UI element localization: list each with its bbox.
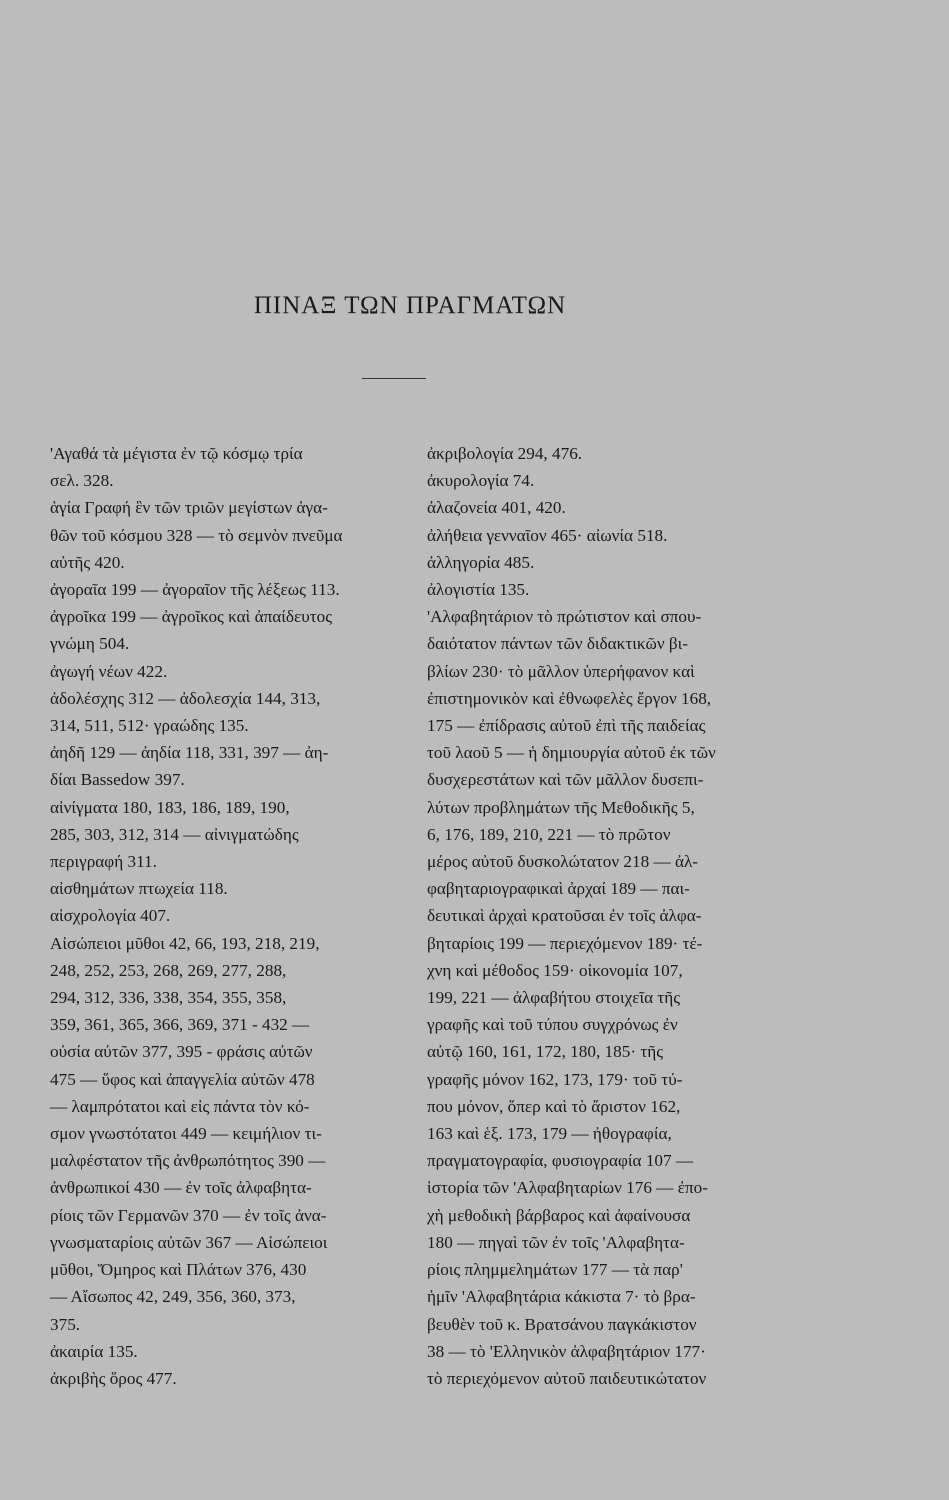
index-line: 163 καὶ ἑξ. 173, 179 — ἠθογραφία, xyxy=(427,1124,672,1144)
index-line: — Αἴσωπος 42, 249, 356, 360, 373, xyxy=(50,1287,296,1307)
index-line: ρίοις τῶν Γερμανῶν 370 — ἐν τοῖς ἀνα- xyxy=(50,1205,327,1225)
index-line: — λαμπρότατοι καὶ εἰς πάντα τὸν κό- xyxy=(50,1096,310,1116)
index-line: αἰσχρολογία 407. xyxy=(50,906,171,926)
index-line: οὐσία αὐτῶν 377, 395 - φράσις αὐτῶν xyxy=(50,1042,313,1062)
index-line: 199, 221 — ἀλφαβήτου στοιχεῖα τῆς xyxy=(427,988,681,1008)
index-line: ἀγωγή νέων 422. xyxy=(50,661,168,681)
index-line: ἐπιστημονικὸν καὶ ἐθνωφελὲς ἔργον 168, xyxy=(427,688,712,708)
index-line: αἰσθημάτων πτωχεία 118. xyxy=(50,879,228,899)
index-line: ἀγροῖκα 199 — ἀγροῖκος καὶ ἀπαίδευτος xyxy=(50,607,333,627)
index-line: ἀλογιστία 135. xyxy=(427,580,530,600)
index-line: ἀλληγορία 485. xyxy=(427,552,535,572)
index-line: φαβηταριογραφικαὶ ἀρχαί 189 — παι- xyxy=(427,879,690,899)
index-column-left xyxy=(50,440,395,1392)
page-title: ΠΙΝΑΞ ΤΩΝ ΠΡΑΓΜΑΤΩΝ xyxy=(253,292,567,319)
index-line: ἀλαζονεία 401, 420. xyxy=(427,498,566,518)
index-line: 6, 176, 189, 210, 221 — τὸ πρῶτον xyxy=(427,824,671,844)
index-line: 314, 511, 512· γραώδης 135. xyxy=(50,716,249,736)
index-line: γραφῆς μόνον 162, 173, 179· τοῦ τύ- xyxy=(427,1069,683,1089)
index-line: που μόνον, ὅπερ καὶ τὸ ἄριστον 162, xyxy=(427,1096,681,1116)
index-line: αἰνίγματα 180, 183, 186, 189, 190, xyxy=(50,797,290,817)
index-line: τοῦ λαοῦ 5 — ἡ δημιουργία αὐτοῦ ἐκ τῶν xyxy=(427,743,716,763)
index-line: 180 — πηγαὶ τῶν ἐν τοῖς 'Αλφαβητα- xyxy=(427,1232,685,1252)
index-line: σελ. 328. xyxy=(50,471,114,491)
index-line: δυσχερεστάτων καὶ τῶν μᾶλλον δυσεπι- xyxy=(427,770,704,790)
index-line: ἱστορία τῶν 'Αλφαβηταρίων 176 — ἐπο- xyxy=(427,1178,708,1198)
index-line: 475 — ὕφος καὶ ἀπαγγελία αὐτῶν 478 xyxy=(50,1069,315,1089)
index-line: ἡμῖν 'Αλφαβητάρια κάκιστα 7· τὸ βρα- xyxy=(427,1287,696,1307)
index-line: 294, 312, 336, 338, 354, 355, 358, xyxy=(50,988,287,1008)
index-line: βευθὲν τοῦ κ. Βρατσάνου παγκάκιστον xyxy=(427,1314,697,1334)
index-line: λύτων προβλημάτων τῆς Μεθοδικῆς 5, xyxy=(427,797,695,817)
index-line: σμον γνωστότατοι 449 — κειμήλιον τι- xyxy=(50,1124,322,1144)
index-line: ἀνθρωπικοί 430 — ἐν τοῖς ἀλφαβητα- xyxy=(50,1178,312,1198)
index-line: μῦθοι, Ὅμηρος καὶ Πλάτων 376, 430 xyxy=(50,1260,307,1280)
title-divider xyxy=(362,378,426,379)
index-line: ἀγοραῖα 199 — ἀγοραῖον τῆς λέξεως 113. xyxy=(50,580,340,600)
index-line: πραγματογραφία, φυσιογραφία 107 — xyxy=(427,1151,694,1171)
index-line: δίαι Bassedow 397. xyxy=(50,770,185,790)
index-line: βλίων 230· τὸ μᾶλλον ὑπερήφανον καὶ xyxy=(427,661,695,681)
index-line: τὸ περιεχόμενον αὐτοῦ παιδευτικώτατον xyxy=(427,1368,707,1388)
index-line: ρίοις πλημμελημάτων 177 — τὰ παρ' xyxy=(427,1260,683,1280)
index-line: ἀηδῆ 129 — ἀηδία 118, 331, 397 — ἀη- xyxy=(50,743,329,763)
index-line: μέρος αὐτοῦ δυσκολώτατον 218 — ἀλ- xyxy=(427,852,699,872)
index-column-right xyxy=(427,440,785,1392)
index-line: αὐτῷ 160, 161, 172, 180, 185· τῆς xyxy=(427,1042,664,1062)
index-line: αὐτῆς 420. xyxy=(50,552,125,572)
index-line: 359, 361, 365, 366, 369, 371 - 432 — xyxy=(50,1015,310,1035)
index-line: ἀκριβολογία 294, 476. xyxy=(427,444,583,463)
index-line: 'Αγαθά τὰ μέγιστα ἐν τῷ κόσμῳ τρία xyxy=(50,444,303,463)
index-line: γνωσματαρίοις αὐτῶν 367 — Αἰσώπειοι xyxy=(50,1232,328,1252)
index-line: 38 — τὸ 'Ελληνικὸν ἀλφαβητάριον 177· xyxy=(427,1341,706,1361)
index-line: μαλφέστατον τῆς ἀνθρωπότητος 390 — xyxy=(50,1151,326,1171)
index-line: ἁγία Γραφή ἓν τῶν τριῶν μεγίστων ἀγα- xyxy=(50,498,328,518)
index-line: Αἰσώπειοι μῦθοι 42, 66, 193, 218, 219, xyxy=(50,933,320,953)
index-line: βηταρίοις 199 — περιεχόμενον 189· τέ- xyxy=(427,933,703,953)
index-line: δευτικαὶ ἀρχαὶ κρατοῦσαι ἐν τοῖς ἀλφα- xyxy=(427,906,702,926)
index-line: 375. xyxy=(50,1314,81,1334)
index-line: ἀδολέσχης 312 — ἀδολεσχία 144, 313, xyxy=(50,688,321,708)
index-line: ἀκαιρία 135. xyxy=(50,1341,138,1361)
index-line: χνη καὶ μέθοδος 159· οἰκονομία 107, xyxy=(427,960,683,980)
index-line: περιγραφή 311. xyxy=(50,852,157,872)
index-line: ἀκυρολογία 74. xyxy=(427,471,535,491)
index-line: ἀλήθεια γενναῖον 465· αἰωνία 518. xyxy=(427,525,668,545)
index-line: θῶν τοῦ κόσμου 328 — τὸ σεμνὸν πνεῦμα xyxy=(50,525,343,545)
index-line: γραφῆς καὶ τοῦ τύπου συγχρόνως ἐν xyxy=(427,1015,678,1035)
index-line: 'Αλφαβητάριον τὸ πρώτιστον καὶ σπου- xyxy=(427,607,702,627)
index-line: 248, 252, 253, 268, 269, 277, 288, xyxy=(50,960,287,980)
index-line: 285, 303, 312, 314 — αἰνιγματώδης xyxy=(50,824,299,844)
index-line: ἀκριβὴς ὅρος 477. xyxy=(50,1368,177,1388)
index-line: γνώμη 504. xyxy=(50,634,130,654)
index-line: δαιότατον πάντων τῶν διδακτικῶν βι- xyxy=(427,634,688,654)
index-line: χὴ μεθοδικὴ βάρβαρος καὶ ἀφαίνουσα xyxy=(427,1205,691,1225)
index-line: 175 — ἐπίδρασις αὐτοῦ ἐπὶ τῆς παιδείας xyxy=(427,716,706,736)
